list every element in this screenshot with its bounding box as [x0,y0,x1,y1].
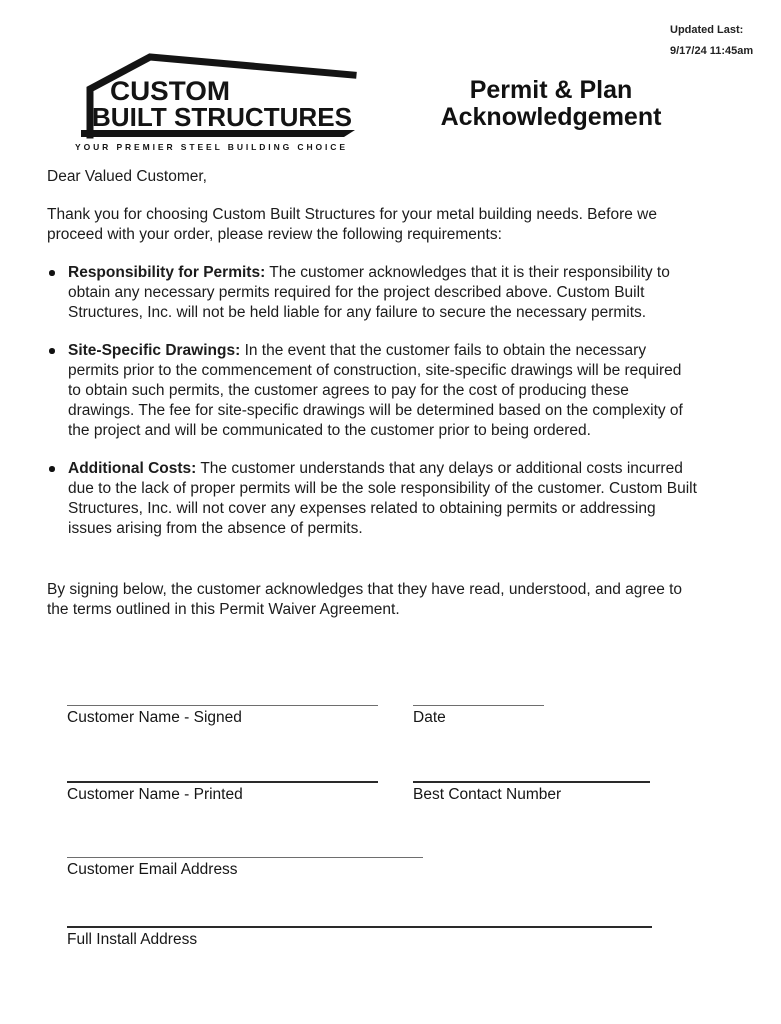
customer-name-signed-label: Customer Name - Signed [67,709,242,726]
bullet-text: The customer acknowledges that it is their responsibility to obtain any necessary permits required for the project described above. Custom Built Structures, Inc. will not be held liable for any failure to secure the necessary permits. [68,264,670,321]
bullet-title: Additional Costs: [68,460,197,477]
greeting: Dear Valued Customer, [47,168,207,185]
updated-last-block [670,20,753,62]
updated-last-label: Updated Last: [670,24,744,36]
intro-paragraph: Thank you for choosing Custom Built Structures for your metal building needs. Before we proceed with your order, please review the following requirements: [47,206,657,243]
page-title-line1: Permit & Plan [469,76,633,104]
best-contact-number-label: Best Contact Number [413,786,562,803]
list-item-responsibility [47,263,697,323]
logo-line2: BUILT STRUCTURES [92,102,352,132]
house-outline-icon [72,52,372,154]
updated-last-value: 9/17/24 11:45am [670,45,754,57]
best-contact-number-field[interactable] [413,781,650,804]
full-install-address-label: Full Install Address [67,931,198,948]
signing-statement: By signing below, the customer acknowledges that they have read, understood, and agree to the terms outlined in this Permit Waiver Agreement. [47,581,683,618]
full-install-address-field[interactable] [67,926,652,949]
bullet-text: In the event that the customer fails to obtain the necessary permits prior to the commencement of construction, site-specific drawings will be required to obtain such permits, the customer agrees to pay for the cost of producing these drawings. The fee for site-specific drawings will be determined based on the complexity of the project and will be communicated to the customer prior to being ordered. [68,342,683,439]
bullet-title: Responsibility for Permits: [68,264,266,281]
customer-name-printed-field[interactable] [67,781,378,804]
company-logo [72,52,372,154]
list-item-costs [47,459,697,539]
customer-email-field[interactable] [67,857,423,879]
logo-tagline: YOUR PREMIER STEEL BUILDING CHOICE [75,142,345,152]
customer-name-signed-field[interactable] [67,705,378,727]
terms-list [47,263,697,539]
page-title-line2: Acknowledgement [440,103,662,131]
body-copy [47,167,697,620]
bullet-icon [49,270,55,276]
bullet-icon [49,348,55,354]
page-title [390,77,712,131]
bullet-icon [49,466,55,472]
date-label: Date [413,709,446,726]
signature-section [67,705,727,965]
customer-name-printed-label: Customer Name - Printed [67,786,243,803]
bullet-title: Site-Specific Drawings: [68,342,241,359]
logo-line1: CUSTOM [110,76,230,106]
list-item-drawings [47,341,697,441]
bullet-text: The customer understands that any delays or additional costs incurred due to the lack of proper permits will be the sole responsibility of the customer. Custom Built Structures, Inc. will not cover any expenses related to obtaining permits or addressing issues arising from the absence of permits. [68,460,697,537]
customer-email-label: Customer Email Address [67,861,238,878]
date-field[interactable] [413,705,544,727]
